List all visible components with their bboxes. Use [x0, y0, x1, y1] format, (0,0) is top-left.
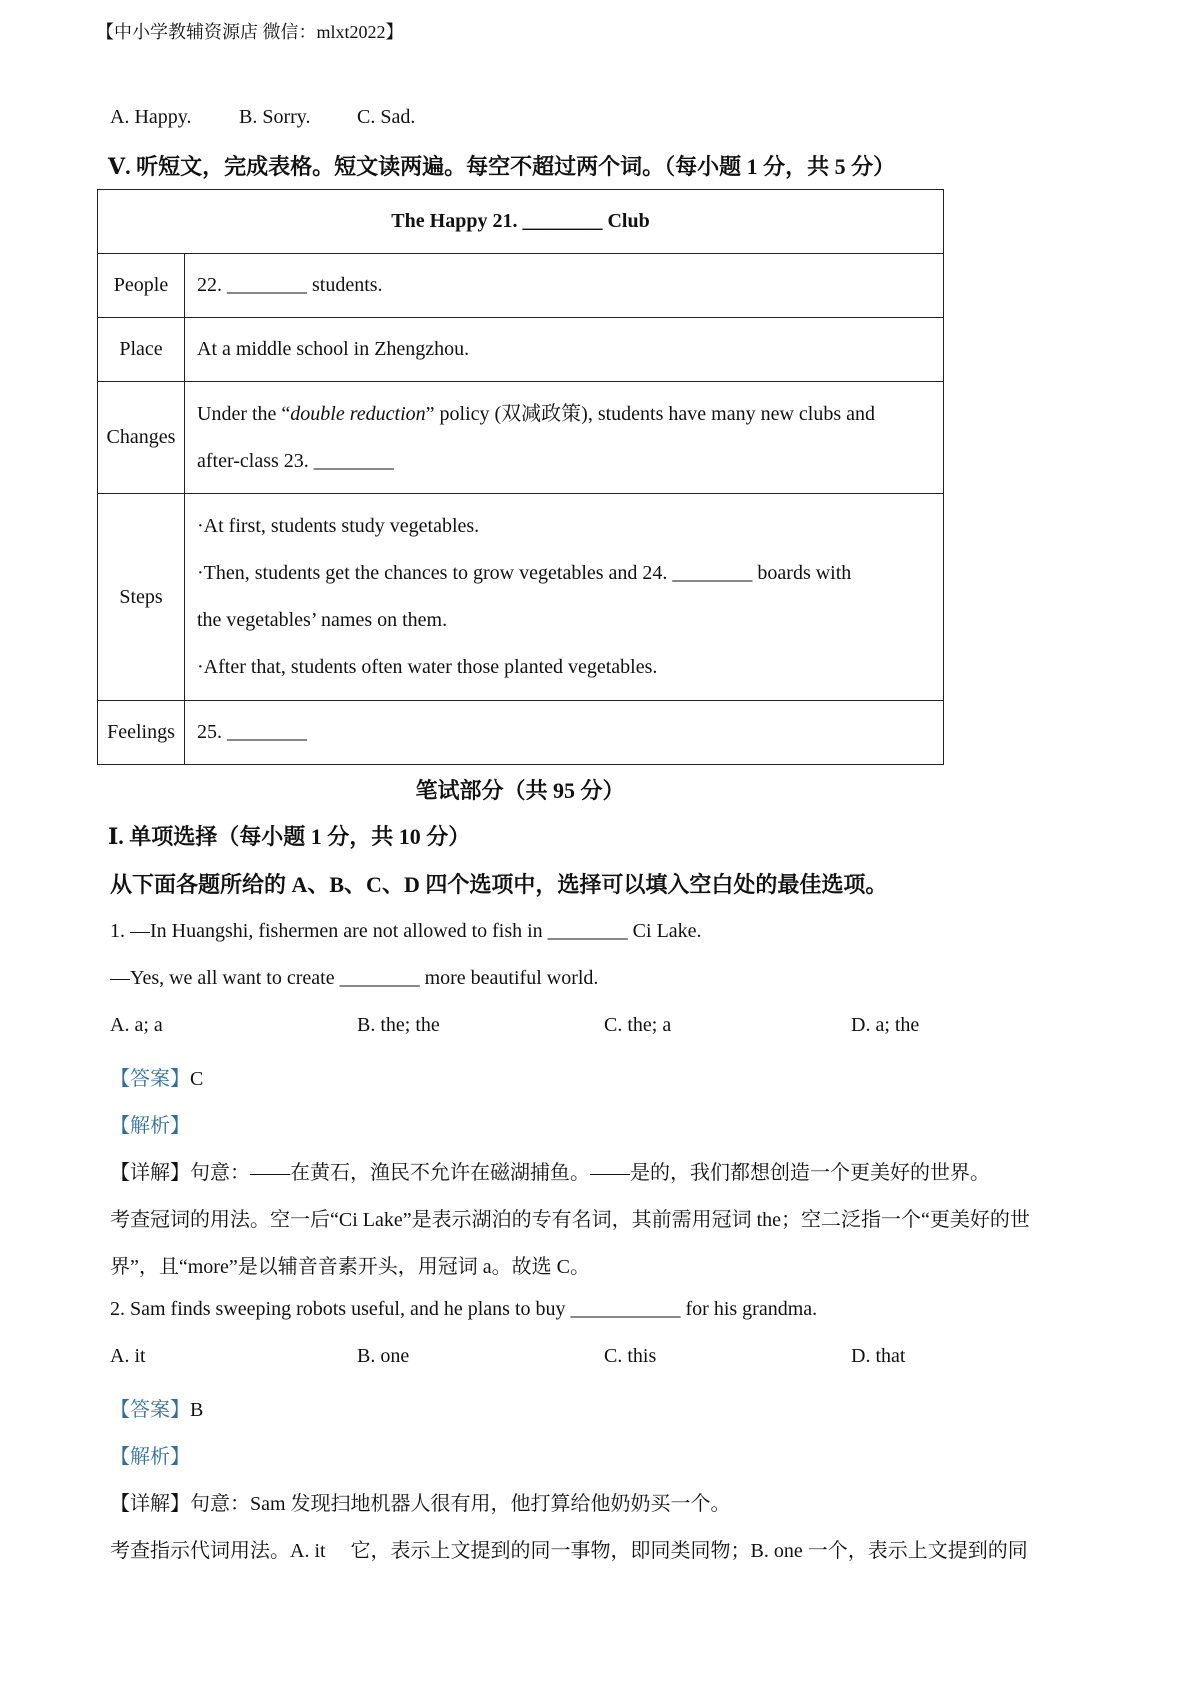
answer-value: B — [190, 1399, 204, 1421]
q1-detail-line: 【详解】句意：——在黄石，渔民不允许在磁湖捕鱼。——是的，我们都想创造一个更美好的世界。 — [110, 1162, 990, 1184]
q2-option-c: C. this — [604, 1345, 657, 1367]
changes-pre: Under the “ — [197, 402, 291, 425]
table-row — [98, 254, 944, 318]
written-part-title: 笔试部分（共 95 分） — [415, 778, 625, 803]
source-header: 【中小学教辅资源店 微信：mlxt2022】 — [96, 22, 404, 42]
q1-option-c: C. the; a — [604, 1014, 672, 1036]
changes-post: ” policy (双减政策), students have many new clubs and — [425, 402, 875, 425]
listening-table — [97, 189, 944, 765]
table-row — [98, 382, 944, 494]
changes-em: double reduction — [290, 402, 426, 425]
q2-detail-line: 考查指示代词用法。A. it 它，表示上文提到的同一事物，即同类同物；B. one 一个，表示上文提到的同 — [110, 1540, 1028, 1562]
row-label: Steps — [98, 494, 185, 701]
q1-answer — [110, 1062, 203, 1091]
q2-option-b: B. one — [357, 1345, 410, 1367]
answer-tag: 【答案】 — [110, 1068, 190, 1090]
changes-line-2: after-class 23. ________ — [197, 449, 394, 472]
table-row — [98, 701, 944, 765]
prev-option-c: C. Sad. — [357, 106, 416, 128]
q2-option-d: D. that — [851, 1345, 906, 1367]
row-content — [185, 494, 944, 701]
steps-line: ·At first, students study vegetables. — [197, 515, 480, 537]
q1-option-a: A. a; a — [110, 1014, 163, 1036]
q1-analysis-tag: 【解析】 — [110, 1115, 190, 1137]
q1-detail-line: 界”，且“more”是以辅音音素开头，用冠词 a。故选 C。 — [110, 1256, 590, 1278]
question-2-stem: 2. Sam finds sweeping robots useful, and he plans to buy ___________ for his grandma. — [110, 1298, 818, 1320]
question-1-stem-2: —Yes, we all want to create ________ more beautiful world. — [110, 967, 599, 989]
q1-detail-line: 考查冠词的用法。空一后“Ci Lake”是表示湖泊的专有名词，其前需用冠词 the；空二泛指一个“更美好的世 — [110, 1209, 1030, 1231]
row-label: People — [98, 254, 185, 318]
q2-detail-line: 【详解】句意：Sam 发现扫地机器人很有用，他打算给他奶奶买一个。 — [110, 1493, 731, 1515]
row-label: Place — [98, 318, 185, 382]
row-label: Feelings — [98, 701, 185, 765]
row-label: Changes — [98, 382, 185, 494]
row-content: 22. ________ students. — [185, 254, 944, 318]
row-content: 25. ________ — [185, 701, 944, 765]
table-row — [98, 318, 944, 382]
prev-option-b: B. Sorry. — [239, 106, 311, 128]
row-content — [185, 382, 944, 494]
steps-line: the vegetables’ names on them. — [197, 609, 448, 631]
q2-option-a: A. it — [110, 1345, 146, 1367]
steps-line: ·Then, students get the chances to grow vegetables and 24. ________ boards with — [197, 562, 852, 584]
prev-option-a: A. Happy. — [110, 106, 192, 128]
q1-option-b: B. the; the — [357, 1014, 440, 1036]
answer-value: C — [190, 1068, 204, 1090]
part-1-instruction: 从下面各题所给的 A、B、C、D 四个选项中，选择可以填入空白处的最佳选项。 — [110, 872, 888, 897]
row-content: At a middle school in Zhengzhou. — [185, 318, 944, 382]
section-5-title: Ⅴ. 听短文，完成表格。短文读两遍。每空不超过两个词。（每小题 1 分，共 5 分） — [108, 154, 896, 179]
steps-line: ·After that, students often water those planted vegetables. — [197, 656, 658, 678]
table-row — [98, 494, 944, 701]
q2-analysis-tag: 【解析】 — [110, 1446, 190, 1468]
part-1-title: Ⅰ. 单项选择（每小题 1 分，共 10 分） — [108, 824, 471, 849]
table-title: The Happy 21. ________ Club — [98, 190, 944, 254]
question-1-stem: 1. —In Huangshi, fishermen are not allowed to fish in ________ Ci Lake. — [110, 920, 702, 942]
answer-tag: 【答案】 — [110, 1399, 190, 1421]
q2-answer — [110, 1393, 203, 1422]
q1-option-d: D. a; the — [851, 1014, 920, 1036]
